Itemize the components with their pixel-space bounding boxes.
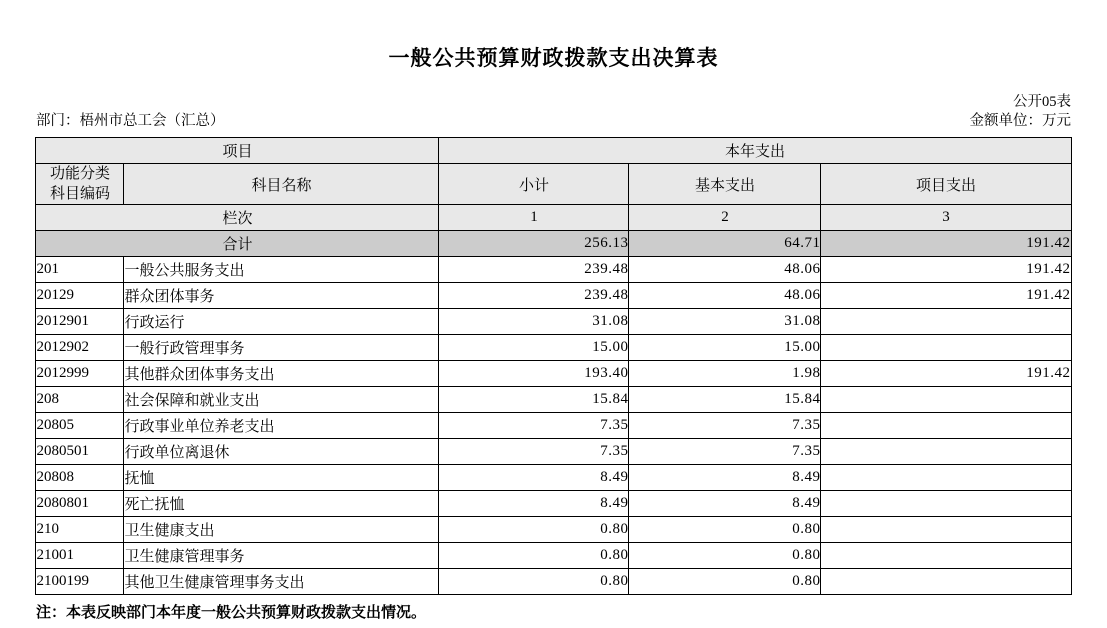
department-label: 部门：梧州市总工会（汇总） (36, 113, 225, 129)
table-row (36, 543, 1071, 569)
row-project (821, 387, 1071, 413)
table-row (36, 465, 1071, 491)
table-row (36, 517, 1071, 543)
table-row (36, 283, 1071, 309)
row-project (821, 465, 1071, 491)
row-subtotal: 15.84 (439, 387, 629, 413)
row-name: 卫生健康支出 (124, 517, 439, 543)
column-header-subtotal: 小计 (439, 163, 629, 205)
row-name: 行政事业单位养老支出 (124, 413, 439, 439)
row-project (821, 413, 1071, 439)
table-row (36, 309, 1071, 335)
table-column-header-row (36, 163, 1071, 205)
row-code: 20129 (36, 283, 124, 309)
row-basic: 1.98 (629, 361, 821, 387)
row-basic: 48.06 (629, 257, 821, 283)
table-row (36, 413, 1071, 439)
row-code: 2080501 (36, 439, 124, 465)
row-name: 群众团体事务 (124, 283, 439, 309)
total-subtotal: 256.13 (439, 231, 629, 257)
meta-row (36, 111, 1071, 133)
total-row (36, 231, 1071, 257)
amount-unit-note: 金额单位：万元 (969, 113, 1071, 129)
row-name: 行政单位离退休 (124, 439, 439, 465)
table-row (36, 569, 1071, 595)
form-number: 公开05表 (1013, 94, 1071, 110)
row-name: 抚恤 (124, 465, 439, 491)
row-code: 20808 (36, 465, 124, 491)
row-project: 191.42 (821, 361, 1071, 387)
row-name: 其他群众团体事务支出 (124, 361, 439, 387)
row-project (821, 335, 1071, 361)
row-name: 行政运行 (124, 309, 439, 335)
total-basic: 64.71 (629, 231, 821, 257)
row-subtotal: 0.80 (439, 543, 629, 569)
row-basic: 15.84 (629, 387, 821, 413)
row-subtotal: 8.49 (439, 465, 629, 491)
row-code: 20805 (36, 413, 124, 439)
table-row (36, 491, 1071, 517)
row-subtotal: 31.08 (439, 309, 629, 335)
row-code: 210 (36, 517, 124, 543)
row-project (821, 517, 1071, 543)
row-basic: 8.49 (629, 491, 821, 517)
row-subtotal: 193.40 (439, 361, 629, 387)
row-subtotal: 8.49 (439, 491, 629, 517)
row-subtotal: 15.00 (439, 335, 629, 361)
row-name: 卫生健康管理事务 (124, 543, 439, 569)
row-code: 2080801 (36, 491, 124, 517)
budget-table (35, 137, 1071, 596)
table-row (36, 257, 1071, 283)
row-code: 2100199 (36, 569, 124, 595)
column-index-3: 3 (821, 205, 1071, 231)
column-index-label: 栏次 (36, 205, 439, 231)
table-row (36, 439, 1071, 465)
row-name: 死亡抚恤 (124, 491, 439, 517)
table-group-header-row (36, 137, 1071, 163)
column-index-2: 2 (629, 205, 821, 231)
row-name: 社会保障和就业支出 (124, 387, 439, 413)
row-project (821, 439, 1071, 465)
row-name: 其他卫生健康管理事务支出 (124, 569, 439, 595)
total-project: 191.42 (821, 231, 1071, 257)
row-name: 一般行政管理事务 (124, 335, 439, 361)
footer-note: 注：本表反映部门本年度一般公共预算财政拨款支出情况。 (36, 605, 427, 622)
row-subtotal: 7.35 (439, 413, 629, 439)
row-subtotal: 0.80 (439, 569, 629, 595)
table-row (36, 387, 1071, 413)
row-project (821, 491, 1071, 517)
row-basic: 7.35 (629, 413, 821, 439)
row-project (821, 543, 1071, 569)
column-index-row (36, 205, 1071, 231)
row-basic: 31.08 (629, 309, 821, 335)
column-header-basic: 基本支出 (629, 163, 821, 205)
row-basic: 8.49 (629, 465, 821, 491)
row-project: 191.42 (821, 257, 1071, 283)
total-label: 合计 (36, 231, 439, 257)
page-title: 一般公共预算财政拨款支出决算表 (388, 46, 719, 70)
row-subtotal: 239.48 (439, 283, 629, 309)
table-row (36, 335, 1071, 361)
row-code: 2012902 (36, 335, 124, 361)
row-basic: 48.06 (629, 283, 821, 309)
row-basic: 15.00 (629, 335, 821, 361)
row-project (821, 309, 1071, 335)
table-row (36, 361, 1071, 387)
group-header-expenditure: 本年支出 (439, 137, 1071, 163)
column-index-1: 1 (439, 205, 629, 231)
column-header-code-line1: 功能分类 (49, 165, 110, 182)
row-subtotal: 239.48 (439, 257, 629, 283)
row-subtotal: 0.80 (439, 517, 629, 543)
row-code: 2012901 (36, 309, 124, 335)
column-header-code-line2: 科目编码 (49, 186, 110, 202)
row-project (821, 569, 1071, 595)
row-name: 一般公共服务支出 (124, 257, 439, 283)
column-header-name: 科目名称 (124, 163, 439, 205)
group-header-item: 项目 (36, 137, 439, 163)
row-subtotal: 7.35 (439, 439, 629, 465)
row-code: 208 (36, 387, 124, 413)
row-project: 191.42 (821, 283, 1071, 309)
row-basic: 0.80 (629, 517, 821, 543)
row-code: 21001 (36, 543, 124, 569)
row-code: 201 (36, 257, 124, 283)
row-basic: 7.35 (629, 439, 821, 465)
row-basic: 0.80 (629, 569, 821, 595)
row-code: 2012999 (36, 361, 124, 387)
row-basic: 0.80 (629, 543, 821, 569)
column-header-code (36, 163, 124, 205)
column-header-project: 项目支出 (821, 163, 1071, 205)
